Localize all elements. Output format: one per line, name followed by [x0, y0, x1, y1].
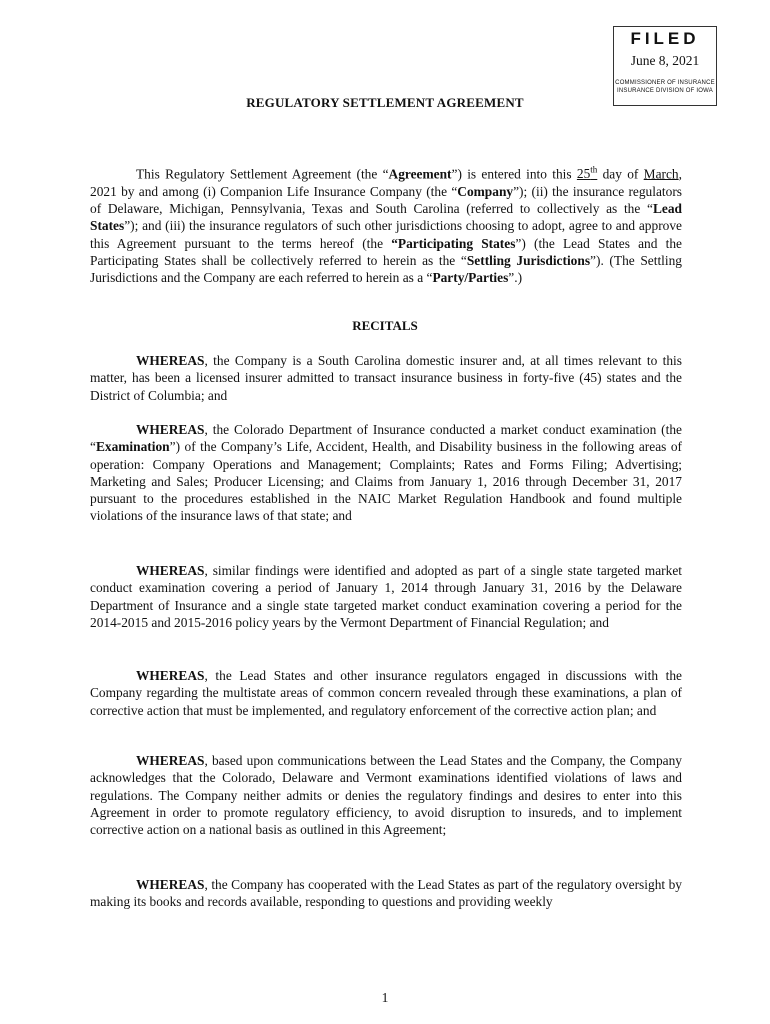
settling-jurisdictions-term: Settling Jurisdictions	[466, 252, 591, 268]
page-number: 1	[381, 990, 389, 1005]
day-of-month: 25th	[576, 165, 598, 182]
lead-states-term: Lead States	[90, 201, 682, 234]
intro-paragraph: This Regulatory Settlement Agreement (the “Agreement”) is entered into this 25th day of March, 2021 by and among (i) Companion Life Insurance Company (the “Company”); (ii) the insurance regulators of Delaware, Michigan, Pennsylvania, Texas and South Carolina (referred to collectively as the “Lead States”); and (iii) the insurance regulators of such other jurisdictions choosing to adopt, agree to and approve this Agreement pursuant to the terms hereof (the “Participating States”) (the Lead States and the Participating States shall be collectively referred to herein as the “Settling Jurisdictions”). (The Settling Jurisdictions and the Company are each referred to herein as a “Party/Parties”.)	[90, 165, 683, 286]
party-term: Party/Parties	[432, 270, 509, 286]
stamp-filed-label: FILED	[630, 29, 700, 48]
recital-6: WHEREAS, the Company has cooperated with the Lead States as part of the regulatory oversight by making its books and records available, responding to questions and providing weekly	[90, 877, 682, 910]
recital-5: WHEREAS, based upon communications between the Lead States and the Company, the Company acknowledges that the Colorado, Delaware and Vermont examinations identified violations of laws and regulations. The Company neither admits or denies the regulatory findings and desires to enter into this Agreement in order to promote regulatory efficiency, to avoid disruption to insureds, and to implement corrective action on a national basis as outlined in this Agreement;	[90, 753, 682, 838]
month: March	[643, 166, 679, 182]
participating-states-term: “Participating States	[391, 235, 516, 251]
recital-3: WHEREAS, similar findings were identified and adopted as part of a single state targeted market conduct examination covering a period of January 1, 2014 through January 31, 2016 by the Delaware Department of Insurance and a single state targeted market conduct examination covering a period for the 2014-2015 and 2015-2016 policy years by the Vermont Department of Financial Regulation; and	[90, 563, 682, 630]
recital-2: WHEREAS, the Colorado Department of Insurance conducted a market conduct examination (the “Examination”) of the Company’s Life, Accident, Health, and Disability business in the following areas of operation: Company Operations and Management; Complaints; Rates and Forms Filing; Advertising; Marketing and Sales; Producer Licensing; and Claims from January 1, 2016 through December 31, 2017 pursuant to the procedures established in the NAIC Market Regulation Handbook and found multiple violations of the insurance laws of that state; and	[90, 422, 682, 524]
company-term: Company	[457, 183, 514, 199]
filed-stamp	[613, 26, 717, 106]
stamp-authority-line1: COMMISSIONER OF INSURANCE	[615, 80, 715, 86]
stamp-authority	[614, 79, 716, 95]
document-title: REGULATORY SETTLEMENT AGREEMENT	[246, 95, 524, 110]
examination-term: Examination	[95, 439, 170, 455]
recital-4: WHEREAS, the Lead States and other insurance regulators engaged in discussions with the Company regarding the multistate areas of common concern revealed through these examinations, a plan of corrective action that must be implemented, and regulatory enforcement of the corrective action plan; and	[90, 668, 682, 718]
recital-1: WHEREAS, the Company is a South Carolina domestic insurer and, at all times relevant to this matter, has been a licensed insurer admitted to transact insurance business in forty-five (45) states and the District of Columbia; and	[90, 353, 682, 403]
recitals-heading: RECITALS	[352, 318, 418, 333]
stamp-authority-line2: INSURANCE DIVISION OF IOWA	[617, 88, 713, 94]
stamp-date: June 8, 2021	[630, 53, 700, 68]
agreement-term: Agreement	[388, 166, 452, 182]
